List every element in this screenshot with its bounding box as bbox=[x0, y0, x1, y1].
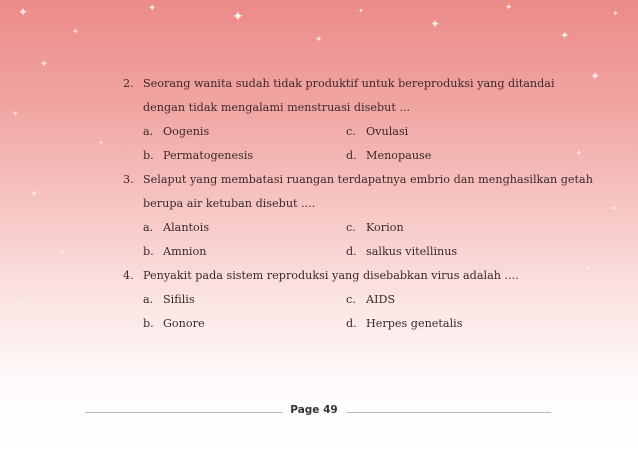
question-3-options-row-2 bbox=[123, 240, 553, 264]
question-3-line-1 bbox=[123, 168, 593, 192]
star-icon: ✦ bbox=[585, 264, 593, 274]
star-icon: ✦ bbox=[98, 139, 104, 147]
question-2-options-row-2 bbox=[123, 144, 553, 168]
question-4-options-row-1 bbox=[123, 288, 553, 312]
star-icon: ✦ bbox=[575, 149, 583, 159]
star-icon: ✦ bbox=[612, 9, 619, 18]
option-text: Sifilis bbox=[163, 293, 195, 306]
question-text: dengan tidak mengalami menstruasi disebut ... bbox=[143, 101, 411, 114]
option-text: Menopause bbox=[366, 149, 432, 162]
option-text: Permatogenesis bbox=[163, 149, 254, 162]
option-d bbox=[346, 312, 462, 336]
footer-divider-right bbox=[346, 412, 551, 413]
star-icon: ✦ bbox=[610, 204, 617, 213]
option-text: Gonore bbox=[163, 317, 205, 330]
footer-divider-left bbox=[85, 412, 282, 413]
option-d bbox=[346, 240, 457, 264]
option-letter: c. bbox=[346, 221, 356, 234]
question-number: 4. bbox=[123, 269, 134, 282]
option-letter: d. bbox=[346, 149, 357, 162]
option-text: Amnion bbox=[163, 245, 207, 258]
question-number: 2. bbox=[123, 77, 134, 90]
question-2-line-2 bbox=[123, 96, 553, 120]
option-letter: a. bbox=[143, 293, 154, 306]
star-icon: ✦ bbox=[358, 7, 364, 15]
star-icon: ✦ bbox=[30, 189, 39, 200]
question-text: berupa air ketuban disebut .... bbox=[143, 197, 316, 210]
option-letter: d. bbox=[346, 245, 357, 258]
option-a bbox=[143, 288, 195, 312]
option-letter: b. bbox=[143, 149, 154, 162]
page-number: Page 49 bbox=[290, 404, 338, 416]
question-2-options-row-1 bbox=[123, 120, 553, 144]
option-b bbox=[143, 312, 205, 336]
star-icon: ✦ bbox=[232, 9, 244, 25]
option-text: AIDS bbox=[366, 293, 396, 306]
star-icon: ✦ bbox=[560, 29, 570, 42]
option-a bbox=[143, 216, 209, 240]
option-letter: c. bbox=[346, 125, 356, 138]
star-icon: ✦ bbox=[20, 299, 27, 308]
question-3-line-2 bbox=[123, 192, 553, 216]
option-text: salkus vitellinus bbox=[366, 245, 458, 258]
option-text: Korion bbox=[366, 221, 404, 234]
star-icon: ✦ bbox=[430, 17, 441, 31]
star-icon: ✦ bbox=[148, 3, 157, 14]
question-2-line-1 bbox=[123, 72, 553, 96]
question-list bbox=[123, 72, 593, 336]
option-b bbox=[143, 240, 206, 264]
question-number: 3. bbox=[123, 173, 134, 186]
option-d bbox=[346, 144, 431, 168]
option-text: Ovulasi bbox=[366, 125, 409, 138]
star-icon: ✦ bbox=[40, 59, 49, 70]
option-a bbox=[143, 120, 209, 144]
option-letter: a. bbox=[143, 221, 154, 234]
star-icon: ✦ bbox=[505, 3, 513, 13]
star-icon: ✦ bbox=[60, 249, 66, 257]
option-c bbox=[346, 288, 395, 312]
option-text: Herpes genetalis bbox=[366, 317, 463, 330]
question-4-line-1 bbox=[123, 264, 553, 288]
option-letter: d. bbox=[346, 317, 357, 330]
question-4-options-row-2 bbox=[123, 312, 553, 336]
option-letter: a. bbox=[143, 125, 154, 138]
question-text: Seorang wanita sudah tidak produktif untuk bereproduksi yang ditandai bbox=[143, 77, 555, 90]
question-text: Penyakit pada sistem reproduksi yang disebabkan virus adalah .... bbox=[143, 269, 519, 282]
option-b bbox=[143, 144, 253, 168]
star-icon: ✦ bbox=[590, 69, 601, 83]
star-icon: ✦ bbox=[18, 5, 29, 19]
page-footer bbox=[0, 400, 638, 424]
option-text: Oogenis bbox=[163, 125, 210, 138]
star-icon: ✦ bbox=[12, 109, 19, 118]
option-letter: b. bbox=[143, 245, 154, 258]
star-icon: ✦ bbox=[72, 27, 79, 36]
option-c bbox=[346, 216, 404, 240]
question-3-options-row-1 bbox=[123, 216, 553, 240]
option-text: Alantois bbox=[163, 221, 210, 234]
star-icon: ✦ bbox=[315, 35, 323, 45]
question-text: Selaput yang membatasi ruangan terdapatnya embrio dan menghasilkan getah bbox=[143, 173, 593, 186]
option-c bbox=[346, 120, 408, 144]
option-letter: b. bbox=[143, 317, 154, 330]
option-letter: c. bbox=[346, 293, 356, 306]
